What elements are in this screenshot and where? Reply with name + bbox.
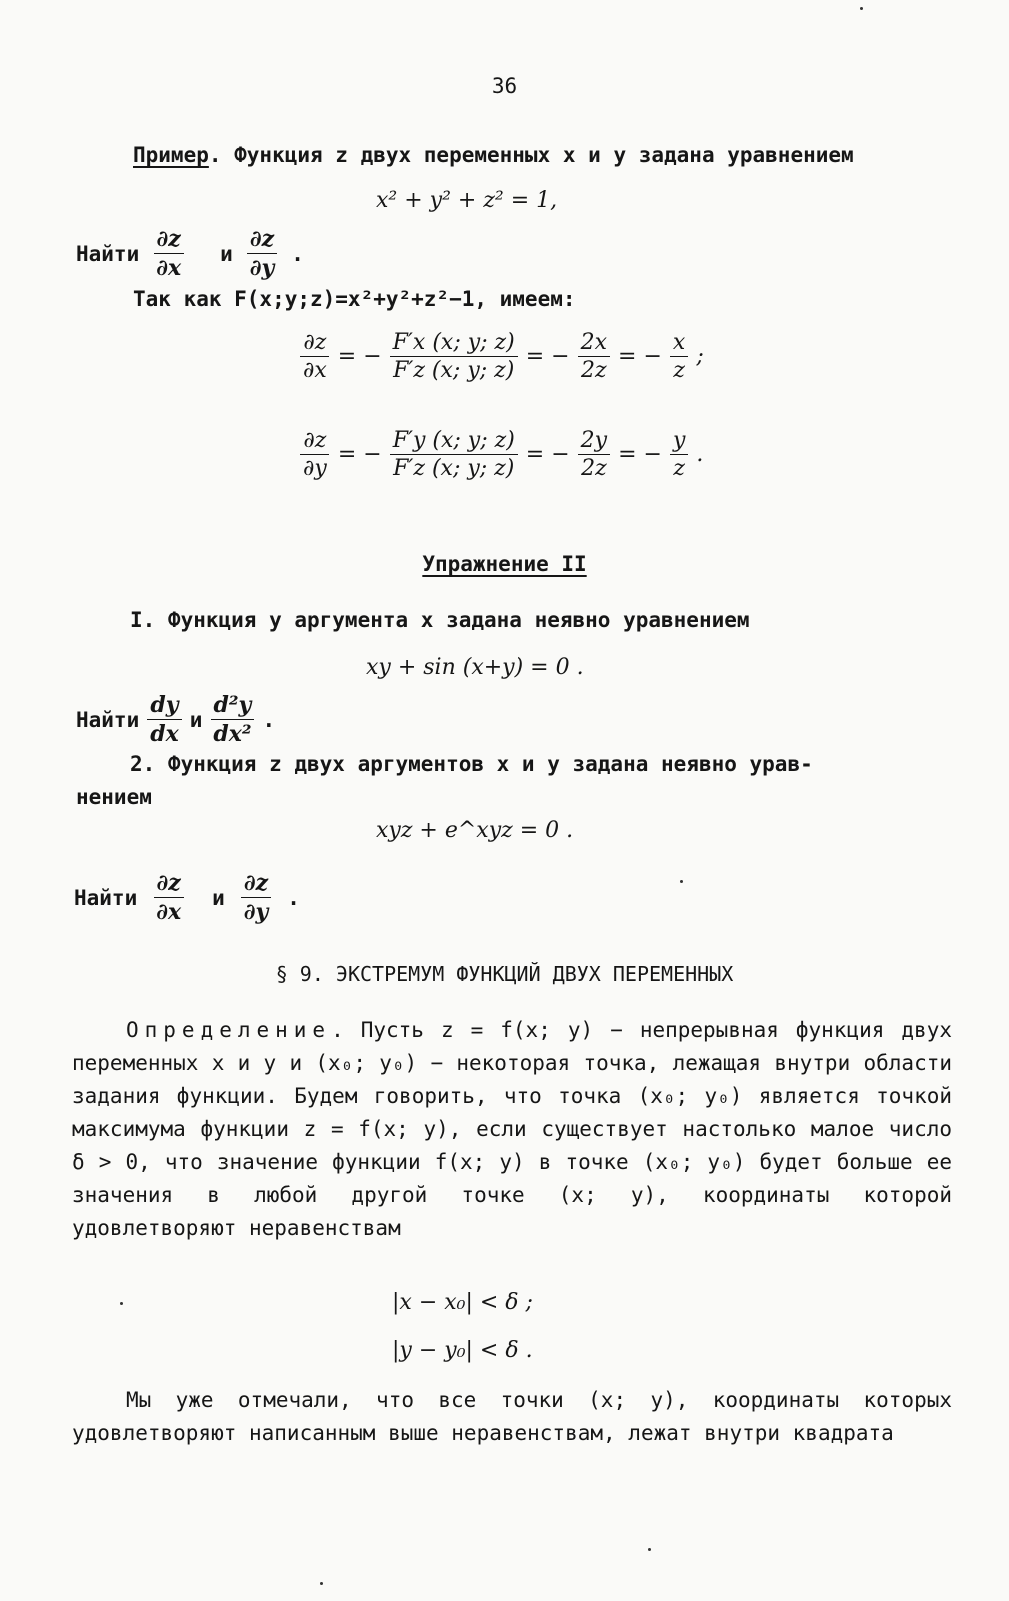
example-lead: . Функция z двух переменных x и y задана уравнением	[208, 143, 854, 167]
dy-r2	[670, 428, 688, 481]
eq-neg: = −	[525, 442, 570, 467]
eq-neg: = −	[618, 442, 662, 467]
frac-num: 2y	[578, 428, 610, 455]
closing-paragraph: Мы уже отмечали, что все точки (x; y), координаты которых удовлетворяют написанным выше неравенствам, лежат внутри квадрата	[72, 1388, 952, 1445]
find-label: Найти	[76, 707, 140, 732]
section-title: § 9. ЭКСТРЕМУМ ФУНКЦИЙ ДВУХ ПЕРЕМЕННЫХ	[275, 962, 734, 986]
d2y-dx2-frac	[210, 692, 254, 747]
speck	[320, 1582, 323, 1585]
speck	[860, 7, 863, 10]
frac-den: dx	[150, 721, 179, 747]
frac-den: ∂x	[303, 358, 327, 383]
exercise-title: Упражнение II	[422, 552, 587, 576]
frac-num: ∂z	[241, 870, 271, 898]
definition-text: . Пусть z = f(x; y) − непрерывная функция двух переменных x и y и (x₀; y₀) − некоторая точка, лежащая внутри области задания функции. Будем говорить, что точка (x₀; y₀) является точкой максимума функции z = f(x; y), если существует настолько малое число δ > 0, что значение функции f(x; y) в точке (x₀; y₀) будет больше ее значения в любой другой точке (x; y), координаты которой удовлетворяют неравенствам	[72, 1018, 952, 1240]
frac-num: ∂z	[154, 870, 184, 898]
dy-lhs	[300, 428, 330, 481]
example-heading: Пример	[133, 143, 209, 167]
definition-term: Определение	[126, 1018, 332, 1042]
find-end: .	[291, 241, 304, 266]
exercise-item-1-equation: xy + sin (x+y) = 0 .	[366, 655, 584, 680]
conj-and: и	[212, 885, 225, 910]
frac-den: z	[673, 358, 685, 383]
dx-lhs	[300, 330, 330, 383]
exercise-item-2-line2: нением	[76, 785, 152, 809]
dx-end: ;	[696, 344, 704, 369]
frac-num: dy	[147, 692, 181, 720]
example-find-line	[76, 226, 304, 281]
find-end: .	[287, 885, 300, 910]
dy-r1	[578, 428, 610, 481]
frac-den: ∂x	[156, 255, 182, 281]
frac-den: ∂y	[243, 899, 269, 925]
find-label: Найти	[74, 885, 138, 910]
frac-num: y	[670, 428, 688, 455]
exercise-find-2	[74, 870, 300, 925]
find-label: Найти	[76, 241, 140, 266]
partial-z-y	[241, 870, 272, 925]
exercise-title-wrap	[0, 552, 1009, 576]
dx-r2	[670, 330, 688, 383]
frac-num: ∂z	[300, 428, 329, 455]
conj-and: и	[220, 241, 233, 266]
frac-den: 2z	[581, 358, 607, 383]
frac-num: F′y (x; y; z)	[390, 428, 518, 455]
dx-mid	[390, 330, 518, 383]
frac-den: ∂x	[156, 899, 182, 925]
eq-neg: = −	[525, 344, 570, 369]
eq-neg: = −	[618, 344, 662, 369]
example-intro	[133, 143, 854, 167]
speck	[648, 1548, 651, 1551]
inequality-y: |y − y₀| < δ .	[392, 1338, 533, 1363]
inequality-x: |x − x₀| < δ ;	[392, 1290, 533, 1315]
conj-and: и	[189, 707, 203, 732]
eq-neg: = −	[337, 344, 382, 369]
since-line: Так как F(x;y;z)=x²+y²+z²−1, имеем:	[133, 287, 576, 311]
exercise-item-2-equation: xyz + e^xyz = 0 .	[376, 818, 574, 843]
exercise-find-1	[76, 692, 275, 747]
partial-z-x	[153, 226, 184, 281]
dy-mid	[390, 428, 518, 481]
frac-num: F′x (x; y; z)	[390, 330, 518, 357]
speck	[120, 1302, 123, 1305]
exercise-item-1: I. Функция y аргумента x задана неявно уравнением	[130, 608, 750, 632]
frac-num: x	[670, 330, 688, 357]
frac-num: ∂z	[154, 226, 184, 254]
example-equation: x² + y² + z² = 1,	[376, 188, 558, 213]
exercise-item-2-line1: 2. Функция z двух аргументов x и y задана неявно урав-	[130, 752, 813, 776]
frac-den: F′z (x; y; z)	[393, 456, 515, 481]
dy-dx-frac	[147, 692, 182, 747]
definition-paragraph	[72, 1014, 952, 1245]
find-end: .	[262, 707, 276, 732]
partial-z-x	[153, 870, 184, 925]
partial-z-y	[247, 226, 278, 281]
speck	[680, 880, 683, 883]
derivative-x-formula	[300, 330, 704, 383]
frac-num: 2x	[578, 330, 610, 357]
frac-den: ∂y	[303, 456, 327, 481]
frac-num: d²y	[211, 692, 255, 720]
eq-neg: = −	[337, 442, 382, 467]
frac-num: ∂z	[247, 226, 277, 254]
frac-den: ∂y	[249, 255, 275, 281]
frac-den: dx²	[213, 721, 252, 747]
frac-den: F′z (x; y; z)	[393, 358, 515, 383]
frac-den: z	[673, 456, 685, 481]
derivative-y-formula	[300, 428, 703, 481]
dx-r1	[578, 330, 610, 383]
dy-end: .	[696, 442, 704, 467]
frac-den: 2z	[581, 456, 607, 481]
page-number: 36	[491, 74, 518, 98]
frac-num: ∂z	[300, 330, 329, 357]
